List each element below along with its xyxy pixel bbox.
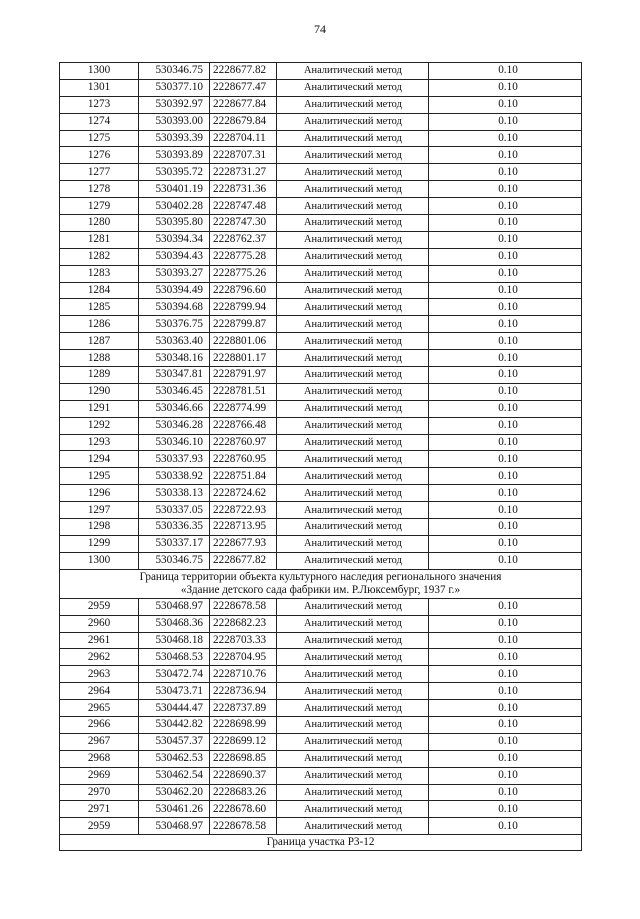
point-number-cell: 2965: [60, 700, 139, 717]
method-cell: Аналитический метод: [277, 451, 429, 468]
method-cell: Аналитический метод: [277, 733, 429, 750]
coordinates-table: [59, 62, 582, 851]
accuracy-cell: 0.10: [429, 63, 582, 80]
method-cell: Аналитический метод: [277, 784, 429, 801]
x-coordinate-cell: 530393.00: [139, 113, 210, 130]
x-coordinate-cell: 530346.66: [139, 400, 210, 417]
x-coordinate-cell: 530468.18: [139, 632, 210, 649]
y-coordinate-cell: 2228801.17: [210, 350, 277, 367]
method-cell: Аналитический метод: [277, 79, 429, 96]
x-coordinate-cell: 530393.39: [139, 130, 210, 147]
method-cell: Аналитический метод: [277, 113, 429, 130]
y-coordinate-cell: 2228683.26: [210, 784, 277, 801]
method-cell: Аналитический метод: [277, 818, 429, 835]
table-row: [60, 666, 582, 683]
x-coordinate-cell: 530394.68: [139, 299, 210, 316]
method-cell: Аналитический метод: [277, 615, 429, 632]
table-row: [60, 767, 582, 784]
y-coordinate-cell: 2228747.48: [210, 198, 277, 215]
point-number-cell: 1296: [60, 485, 139, 502]
point-number-cell: 1287: [60, 333, 139, 350]
y-coordinate-cell: 2228713.95: [210, 519, 277, 536]
accuracy-cell: 0.10: [429, 632, 582, 649]
accuracy-cell: 0.10: [429, 750, 582, 767]
accuracy-cell: 0.10: [429, 198, 582, 215]
method-cell: Аналитический метод: [277, 383, 429, 400]
y-coordinate-cell: 2228678.58: [210, 818, 277, 835]
y-coordinate-cell: 2228703.33: [210, 632, 277, 649]
accuracy-cell: 0.10: [429, 519, 582, 536]
method-cell: Аналитический метод: [277, 96, 429, 113]
point-number-cell: 1281: [60, 231, 139, 248]
table-row: [60, 485, 582, 502]
accuracy-cell: 0.10: [429, 367, 582, 384]
x-coordinate-cell: 530395.72: [139, 164, 210, 181]
accuracy-cell: 0.10: [429, 683, 582, 700]
point-number-cell: 1295: [60, 468, 139, 485]
accuracy-cell: 0.10: [429, 248, 582, 265]
point-number-cell: 1292: [60, 417, 139, 434]
x-coordinate-cell: 530472.74: [139, 666, 210, 683]
table-row: [60, 198, 582, 215]
point-number-cell: 1293: [60, 434, 139, 451]
accuracy-cell: 0.10: [429, 333, 582, 350]
table-row: [60, 683, 582, 700]
accuracy-cell: 0.10: [429, 468, 582, 485]
x-coordinate-cell: 530346.45: [139, 383, 210, 400]
y-coordinate-cell: 2228707.31: [210, 147, 277, 164]
x-coordinate-cell: 530336.35: [139, 519, 210, 536]
x-coordinate-cell: 530444.47: [139, 700, 210, 717]
point-number-cell: 1282: [60, 248, 139, 265]
x-coordinate-cell: 530457.37: [139, 733, 210, 750]
point-number-cell: 2960: [60, 615, 139, 632]
y-coordinate-cell: 2228690.37: [210, 767, 277, 784]
point-number-cell: 1284: [60, 282, 139, 299]
table-row: [60, 383, 582, 400]
table-row: [60, 248, 582, 265]
table-row: [60, 519, 582, 536]
table-row: [60, 367, 582, 384]
method-cell: Аналитический метод: [277, 130, 429, 147]
table-row: [60, 350, 582, 367]
y-coordinate-cell: 2228760.97: [210, 434, 277, 451]
y-coordinate-cell: 2228677.84: [210, 96, 277, 113]
method-cell: Аналитический метод: [277, 485, 429, 502]
section-heading-line-2: «Здание детского сада фабрики им. Р.Люксембург, 1937 г.»: [180, 583, 461, 596]
y-coordinate-cell: 2228678.58: [210, 598, 277, 615]
method-cell: Аналитический метод: [277, 367, 429, 384]
footer-heading-text: Граница участка Р3-12: [266, 836, 375, 849]
y-coordinate-cell: 2228775.26: [210, 265, 277, 282]
y-coordinate-cell: 2228679.84: [210, 113, 277, 130]
y-coordinate-cell: 2228677.82: [210, 63, 277, 80]
y-coordinate-cell: 2228677.93: [210, 535, 277, 552]
point-number-cell: 2969: [60, 767, 139, 784]
y-coordinate-cell: 2228731.27: [210, 164, 277, 181]
method-cell: Аналитический метод: [277, 683, 429, 700]
accuracy-cell: 0.10: [429, 231, 582, 248]
y-coordinate-cell: 2228737.89: [210, 700, 277, 717]
y-coordinate-cell: 2228677.47: [210, 79, 277, 96]
x-coordinate-cell: 530348.16: [139, 350, 210, 367]
method-cell: Аналитический метод: [277, 598, 429, 615]
x-coordinate-cell: 530401.19: [139, 181, 210, 198]
y-coordinate-cell: 2228760.95: [210, 451, 277, 468]
method-cell: Аналитический метод: [277, 181, 429, 198]
point-number-cell: 1275: [60, 130, 139, 147]
point-number-cell: 1301: [60, 79, 139, 96]
y-coordinate-cell: 2228699.12: [210, 733, 277, 750]
table-row: [60, 700, 582, 717]
y-coordinate-cell: 2228704.95: [210, 649, 277, 666]
method-cell: Аналитический метод: [277, 231, 429, 248]
method-cell: Аналитический метод: [277, 502, 429, 519]
x-coordinate-cell: 530468.36: [139, 615, 210, 632]
point-number-cell: 1279: [60, 198, 139, 215]
table-row: [60, 113, 582, 130]
point-number-cell: 1300: [60, 552, 139, 569]
method-cell: Аналитический метод: [277, 417, 429, 434]
table-row: [60, 164, 582, 181]
x-coordinate-cell: 530337.17: [139, 535, 210, 552]
method-cell: Аналитический метод: [277, 282, 429, 299]
y-coordinate-cell: 2228799.87: [210, 316, 277, 333]
accuracy-cell: 0.10: [429, 164, 582, 181]
method-cell: Аналитический метод: [277, 333, 429, 350]
point-number-cell: 1283: [60, 265, 139, 282]
table-row: [60, 265, 582, 282]
x-coordinate-cell: 530394.49: [139, 282, 210, 299]
x-coordinate-cell: 530393.89: [139, 147, 210, 164]
accuracy-cell: 0.10: [429, 400, 582, 417]
method-cell: Аналитический метод: [277, 248, 429, 265]
accuracy-cell: 0.10: [429, 417, 582, 434]
accuracy-cell: 0.10: [429, 96, 582, 113]
section-heading-line-1: Граница территории объекта культурного наследия регионального значения: [139, 570, 502, 583]
accuracy-cell: 0.10: [429, 784, 582, 801]
table-row: [60, 299, 582, 316]
y-coordinate-cell: 2228796.60: [210, 282, 277, 299]
table-row: [60, 231, 582, 248]
table-row: [60, 750, 582, 767]
table-row: [60, 801, 582, 818]
table-row: [60, 316, 582, 333]
x-coordinate-cell: 530337.05: [139, 502, 210, 519]
point-number-cell: 1291: [60, 400, 139, 417]
x-coordinate-cell: 530347.81: [139, 367, 210, 384]
accuracy-cell: 0.10: [429, 598, 582, 615]
accuracy-cell: 0.10: [429, 666, 582, 683]
table-row: [60, 417, 582, 434]
coordinates-group-b: [60, 598, 582, 834]
table-row: [60, 818, 582, 835]
x-coordinate-cell: 530468.97: [139, 818, 210, 835]
accuracy-cell: 0.10: [429, 215, 582, 232]
y-coordinate-cell: 2228736.94: [210, 683, 277, 700]
accuracy-cell: 0.10: [429, 265, 582, 282]
x-coordinate-cell: 530402.28: [139, 198, 210, 215]
footer-heading-cell: [60, 835, 582, 851]
x-coordinate-cell: 530377.10: [139, 79, 210, 96]
table-row: [60, 147, 582, 164]
method-cell: Аналитический метод: [277, 147, 429, 164]
table-row: [60, 598, 582, 615]
y-coordinate-cell: 2228710.76: [210, 666, 277, 683]
point-number-cell: 2970: [60, 784, 139, 801]
point-number-cell: 2962: [60, 649, 139, 666]
accuracy-cell: 0.10: [429, 434, 582, 451]
point-number-cell: 1278: [60, 181, 139, 198]
method-cell: Аналитический метод: [277, 519, 429, 536]
y-coordinate-cell: 2228801.06: [210, 333, 277, 350]
method-cell: Аналитический метод: [277, 801, 429, 818]
method-cell: Аналитический метод: [277, 198, 429, 215]
accuracy-cell: 0.10: [429, 350, 582, 367]
x-coordinate-cell: 530376.75: [139, 316, 210, 333]
footer-heading-row: [60, 835, 582, 851]
point-number-cell: 2966: [60, 716, 139, 733]
x-coordinate-cell: 530462.53: [139, 750, 210, 767]
method-cell: Аналитический метод: [277, 265, 429, 282]
method-cell: Аналитический метод: [277, 767, 429, 784]
method-cell: Аналитический метод: [277, 316, 429, 333]
table-row: [60, 552, 582, 569]
table-row: [60, 400, 582, 417]
table-row: [60, 615, 582, 632]
x-coordinate-cell: 530395.80: [139, 215, 210, 232]
x-coordinate-cell: 530461.26: [139, 801, 210, 818]
section-heading-row: [60, 569, 582, 598]
method-cell: Аналитический метод: [277, 700, 429, 717]
x-coordinate-cell: 530346.28: [139, 417, 210, 434]
point-number-cell: 1280: [60, 215, 139, 232]
y-coordinate-cell: 2228724.62: [210, 485, 277, 502]
method-cell: Аналитический метод: [277, 164, 429, 181]
accuracy-cell: 0.10: [429, 535, 582, 552]
point-number-cell: 2959: [60, 818, 139, 835]
method-cell: Аналитический метод: [277, 632, 429, 649]
y-coordinate-cell: 2228722.93: [210, 502, 277, 519]
point-number-cell: 1277: [60, 164, 139, 181]
table-row: [60, 96, 582, 113]
table-row: [60, 784, 582, 801]
accuracy-cell: 0.10: [429, 282, 582, 299]
x-coordinate-cell: 530346.75: [139, 63, 210, 80]
table-row: [60, 468, 582, 485]
method-cell: Аналитический метод: [277, 434, 429, 451]
accuracy-cell: 0.10: [429, 502, 582, 519]
x-coordinate-cell: 530346.75: [139, 552, 210, 569]
method-cell: Аналитический метод: [277, 350, 429, 367]
accuracy-cell: 0.10: [429, 700, 582, 717]
x-coordinate-cell: 530462.20: [139, 784, 210, 801]
table-row: [60, 215, 582, 232]
x-coordinate-cell: 530394.34: [139, 231, 210, 248]
accuracy-cell: 0.10: [429, 767, 582, 784]
point-number-cell: 2963: [60, 666, 139, 683]
table-row: [60, 451, 582, 468]
point-number-cell: 1294: [60, 451, 139, 468]
x-coordinate-cell: 530337.93: [139, 451, 210, 468]
accuracy-cell: 0.10: [429, 299, 582, 316]
point-number-cell: 1289: [60, 367, 139, 384]
x-coordinate-cell: 530468.53: [139, 649, 210, 666]
x-coordinate-cell: 530392.97: [139, 96, 210, 113]
table-row: [60, 502, 582, 519]
accuracy-cell: 0.10: [429, 716, 582, 733]
x-coordinate-cell: 530442.82: [139, 716, 210, 733]
accuracy-cell: 0.10: [429, 181, 582, 198]
method-cell: Аналитический метод: [277, 63, 429, 80]
coordinates-group-a: [60, 63, 582, 570]
point-number-cell: 1300: [60, 63, 139, 80]
point-number-cell: 2959: [60, 598, 139, 615]
y-coordinate-cell: 2228781.51: [210, 383, 277, 400]
method-cell: Аналитический метод: [277, 299, 429, 316]
y-coordinate-cell: 2228698.99: [210, 716, 277, 733]
point-number-cell: 1297: [60, 502, 139, 519]
table-row: [60, 63, 582, 80]
point-number-cell: 1299: [60, 535, 139, 552]
accuracy-cell: 0.10: [429, 451, 582, 468]
method-cell: Аналитический метод: [277, 468, 429, 485]
accuracy-cell: 0.10: [429, 552, 582, 569]
table-row: [60, 716, 582, 733]
accuracy-cell: 0.10: [429, 130, 582, 147]
point-number-cell: 1285: [60, 299, 139, 316]
accuracy-cell: 0.10: [429, 649, 582, 666]
y-coordinate-cell: 2228704.11: [210, 130, 277, 147]
x-coordinate-cell: 530468.97: [139, 598, 210, 615]
method-cell: Аналитический метод: [277, 666, 429, 683]
method-cell: Аналитический метод: [277, 400, 429, 417]
y-coordinate-cell: 2228775.28: [210, 248, 277, 265]
method-cell: Аналитический метод: [277, 716, 429, 733]
y-coordinate-cell: 2228762.37: [210, 231, 277, 248]
accuracy-cell: 0.10: [429, 113, 582, 130]
point-number-cell: 1290: [60, 383, 139, 400]
y-coordinate-cell: 2228751.84: [210, 468, 277, 485]
y-coordinate-cell: 2228677.82: [210, 552, 277, 569]
point-number-cell: 2967: [60, 733, 139, 750]
section-heading-group: [60, 569, 582, 598]
table-row: [60, 733, 582, 750]
table-row: [60, 130, 582, 147]
accuracy-cell: 0.10: [429, 733, 582, 750]
y-coordinate-cell: 2228731.36: [210, 181, 277, 198]
accuracy-cell: 0.10: [429, 316, 582, 333]
point-number-cell: 2964: [60, 683, 139, 700]
x-coordinate-cell: 530394.43: [139, 248, 210, 265]
method-cell: Аналитический метод: [277, 215, 429, 232]
y-coordinate-cell: 2228747.30: [210, 215, 277, 232]
accuracy-cell: 0.10: [429, 485, 582, 502]
x-coordinate-cell: 530393.27: [139, 265, 210, 282]
x-coordinate-cell: 530462.54: [139, 767, 210, 784]
point-number-cell: 1276: [60, 147, 139, 164]
y-coordinate-cell: 2228774.99: [210, 400, 277, 417]
point-number-cell: 1273: [60, 96, 139, 113]
x-coordinate-cell: 530346.10: [139, 434, 210, 451]
point-number-cell: 2971: [60, 801, 139, 818]
table-row: [60, 632, 582, 649]
point-number-cell: 2961: [60, 632, 139, 649]
x-coordinate-cell: 530338.13: [139, 485, 210, 502]
section-heading-cell: [60, 569, 582, 598]
point-number-cell: 1298: [60, 519, 139, 536]
point-number-cell: 1288: [60, 350, 139, 367]
y-coordinate-cell: 2228799.94: [210, 299, 277, 316]
table-row: [60, 434, 582, 451]
y-coordinate-cell: 2228682.23: [210, 615, 277, 632]
accuracy-cell: 0.10: [429, 801, 582, 818]
point-number-cell: 2968: [60, 750, 139, 767]
table-row: [60, 181, 582, 198]
accuracy-cell: 0.10: [429, 147, 582, 164]
footer-heading-group: [60, 835, 582, 851]
y-coordinate-cell: 2228766.48: [210, 417, 277, 434]
accuracy-cell: 0.10: [429, 615, 582, 632]
x-coordinate-cell: 530338.92: [139, 468, 210, 485]
method-cell: Аналитический метод: [277, 750, 429, 767]
x-coordinate-cell: 530363.40: [139, 333, 210, 350]
point-number-cell: 1286: [60, 316, 139, 333]
table-row: [60, 535, 582, 552]
accuracy-cell: 0.10: [429, 79, 582, 96]
y-coordinate-cell: 2228698.85: [210, 750, 277, 767]
method-cell: Аналитический метод: [277, 535, 429, 552]
accuracy-cell: 0.10: [429, 818, 582, 835]
accuracy-cell: 0.10: [429, 383, 582, 400]
table-row: [60, 649, 582, 666]
page-number: 74: [314, 22, 326, 36]
method-cell: Аналитический метод: [277, 649, 429, 666]
table-row: [60, 79, 582, 96]
method-cell: Аналитический метод: [277, 552, 429, 569]
y-coordinate-cell: 2228678.60: [210, 801, 277, 818]
table-row: [60, 333, 582, 350]
y-coordinate-cell: 2228791.97: [210, 367, 277, 384]
x-coordinate-cell: 530473.71: [139, 683, 210, 700]
table-row: [60, 282, 582, 299]
point-number-cell: 1274: [60, 113, 139, 130]
